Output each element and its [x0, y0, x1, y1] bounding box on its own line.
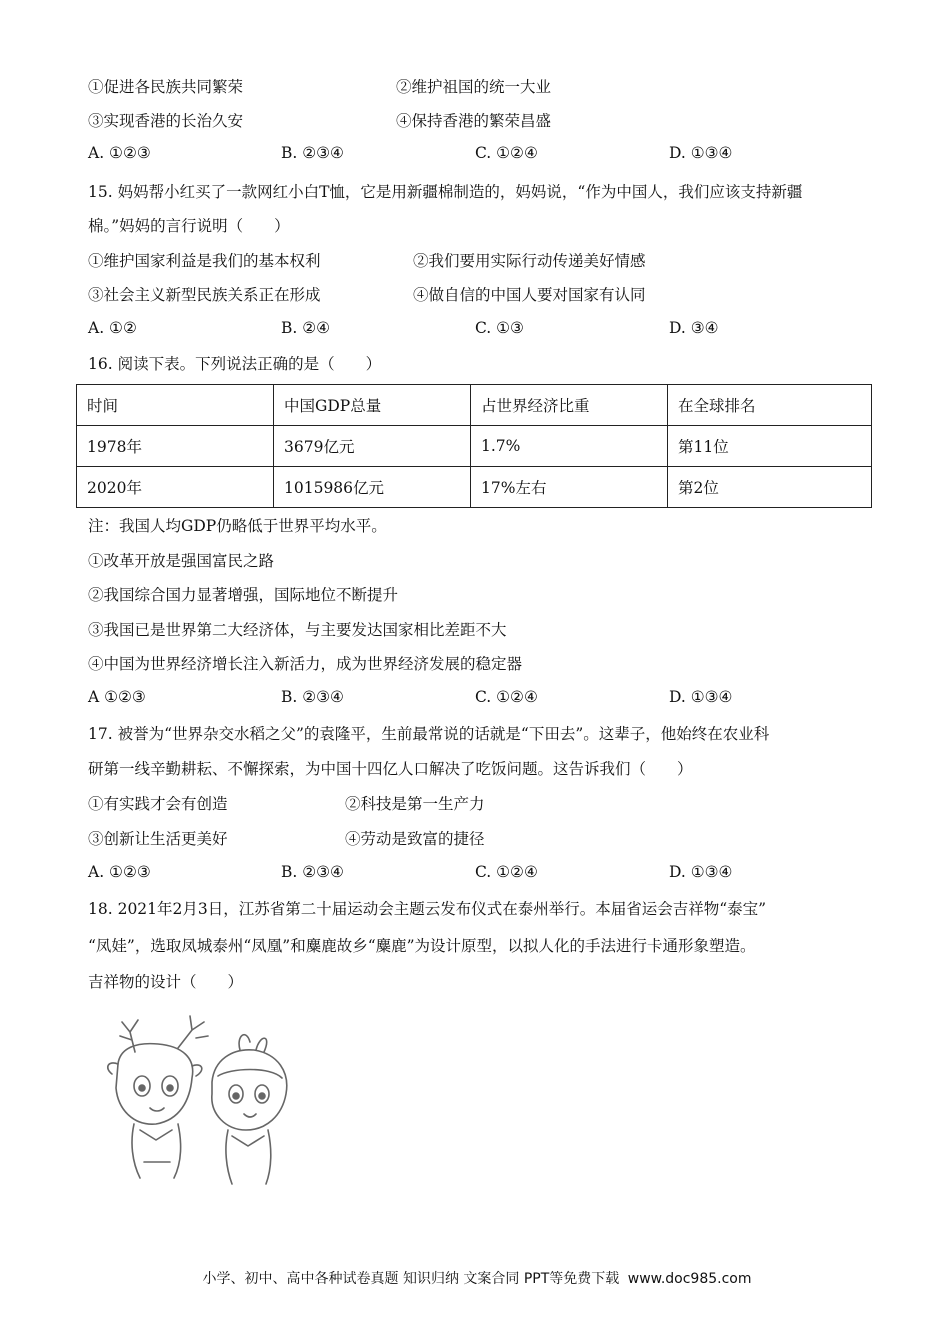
q14-option-3: ③实现香港的长治久安 [88, 112, 244, 130]
choice-a: A. ①② [88, 319, 137, 337]
table-row [77, 467, 872, 508]
q17-stem-line-1: 17. 被誉为“世界杂交水稻之父”的袁隆平，生前最常说的话就是“下田去”。这辈子，他始终在农业科 [88, 725, 770, 743]
q17-stem-line-2: 研第一线辛勤耕耘、不懈探索，为中国十四亿人口解决了吃饭问题。这告诉我们（ ） [88, 760, 693, 778]
table-cell: 第11位 [668, 426, 872, 467]
q14-choices [88, 144, 888, 166]
q15-stem-line-2: 棉。”妈妈的言行说明（ ） [88, 217, 290, 235]
table-header-row [77, 385, 872, 426]
table-cell: 1978年 [77, 426, 274, 467]
q18-stem-line-3: 吉祥物的设计（ ） [88, 973, 244, 991]
table-row [77, 426, 872, 467]
q17-option-4: ④劳动是致富的捷径 [345, 830, 485, 848]
q16-note: 注：我国人均GDP仍略低于世界平均水平。 [88, 517, 387, 535]
table-cell: 17%左右 [471, 467, 668, 508]
footer-url[interactable]: www.doc985.com [627, 1271, 752, 1287]
choice-b: B. ②③④ [281, 863, 344, 881]
q17-option-1: ①有实践才会有创造 [88, 795, 228, 813]
choice-c: C. ①②④ [475, 688, 538, 706]
q18-stem-line-1: 18. 2021年2月3日，江苏省第二十届运动会主题云发布仪式在泰州举行。本届省运会吉祥物“泰宝” [88, 900, 767, 918]
q15-choices [88, 319, 888, 341]
choice-c: C. ①③ [475, 319, 524, 337]
q18-stem-line-2: “凤娃”，选取凤城泰州“凤凰”和麋鹿故乡“麋鹿”为设计原型，以拟人化的手法进行卡通形象塑造。 [88, 937, 756, 955]
choice-c: C. ①②④ [475, 863, 538, 881]
table-cell: 第2位 [668, 467, 872, 508]
page-footer [0, 1268, 950, 1288]
gdp-table [76, 384, 872, 508]
q17-choices [88, 863, 888, 885]
choice-b: B. ②④ [281, 319, 331, 337]
q15-option-4: ④做自信的中国人要对国家有认同 [413, 286, 646, 304]
q16-stem: 16. 阅读下表。下列说法正确的是（ ） [88, 355, 382, 373]
choice-b: B. ②③④ [281, 144, 344, 162]
choice-d: D. ③④ [669, 319, 719, 337]
q15-option-2: ②我们要用实际行动传递美好情感 [413, 252, 646, 270]
q15-stem-line-1: 15. 妈妈帮小红买了一款网红小白T恤，它是用新疆棉制造的，妈妈说，“作为中国人，我们应该支持新疆 [88, 183, 803, 201]
table-cell: 1.7% [471, 426, 668, 467]
table-header-cell: 在全球排名 [668, 385, 872, 426]
q17-option-3: ③创新让生活更美好 [88, 830, 228, 848]
q15-option-3: ③社会主义新型民族关系正在形成 [88, 286, 321, 304]
q16-option-1: ①改革开放是强国富民之路 [88, 552, 275, 570]
q17-option-2: ②科技是第一生产力 [345, 795, 485, 813]
table-cell: 1015986亿元 [274, 467, 471, 508]
table-header-cell: 中国GDP总量 [274, 385, 471, 426]
q14-option-4: ④保持香港的繁荣昌盛 [396, 112, 552, 130]
q14-option-2: ②维护祖国的统一大业 [396, 78, 552, 96]
mascot-illustration [100, 1012, 300, 1192]
footer-text: 小学、初中、高中各种试卷真题 知识归纳 文案合同 PPT等免费下载 [202, 1271, 620, 1287]
table-cell: 2020年 [77, 467, 274, 508]
choice-d: D. ①③④ [669, 688, 733, 706]
q15-option-1: ①维护国家利益是我们的基本权利 [88, 252, 321, 270]
q16-option-2: ②我国综合国力显著增强，国际地位不断提升 [88, 586, 399, 604]
q16-option-3: ③我国已是世界第二大经济体，与主要发达国家相比差距不大 [88, 621, 507, 639]
choice-a: A. ①②③ [88, 863, 151, 881]
choice-d: D. ①③④ [669, 144, 733, 162]
table-header-cell: 占世界经济比重 [471, 385, 668, 426]
table-header-cell: 时间 [77, 385, 274, 426]
choice-d: D. ①③④ [669, 863, 733, 881]
q14-option-1: ①促进各民族共同繁荣 [88, 78, 244, 96]
q16-option-4: ④中国为世界经济增长注入新活力，成为世界经济发展的稳定器 [88, 655, 523, 673]
choice-b: B. ②③④ [281, 688, 344, 706]
choice-a: A. ①②③ [88, 144, 151, 162]
q16-choices [88, 688, 888, 710]
choice-c: C. ①②④ [475, 144, 538, 162]
table-cell: 3679亿元 [274, 426, 471, 467]
choice-a: A ①②③ [88, 688, 146, 706]
